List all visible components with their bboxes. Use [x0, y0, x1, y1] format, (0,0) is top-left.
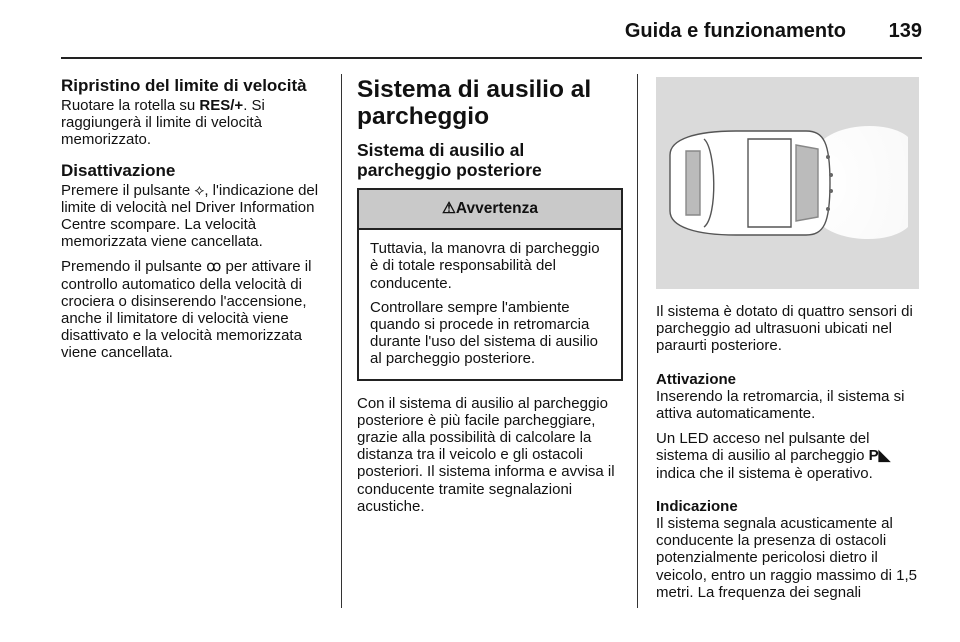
warning-triangle-icon: ⚠ — [441, 200, 456, 217]
column-divider-1 — [341, 74, 342, 608]
paragraph-reset — [61, 97, 329, 149]
text-span: indica che il sistema è operativo. — [656, 464, 873, 482]
column-2 — [357, 76, 623, 523]
res-plus-label: RES/+ — [199, 97, 244, 114]
warning-header — [359, 190, 621, 230]
text-span: Un LED acceso nel pulsante del sistema di ausilio al parcheggio — [656, 430, 870, 465]
column-1 — [61, 76, 329, 370]
heading-deactivation: Disattivazione — [61, 160, 176, 180]
heading-activation: Attivazione — [656, 370, 737, 388]
column-divider-2 — [637, 74, 638, 608]
cruise-control-icon: ꝏ — [206, 258, 222, 276]
paragraph-led — [656, 430, 922, 482]
header-title: Guida e funzionamento — [624, 20, 846, 42]
text-span: Ruotare la rotella su — [61, 97, 200, 114]
paragraph-deactivation — [61, 182, 329, 251]
text-span: Premere il pulsante — [61, 181, 195, 199]
heading-speed-limit-reset: Ripristino del limite di velocità — [61, 76, 307, 95]
text-span: per attivare il controllo automatico della velocità di crociera o disinserendo l'accensione, anche il limitatore di velocità viene disattivato e la velocità memorizzata viene cancellata. — [61, 258, 312, 362]
heading-indication: Indicazione — [656, 497, 738, 515]
subsection-title: Sistema di ausilio al parcheggio posteriore — [357, 140, 542, 180]
text-span: . Si raggiungerà il limite di velocità memorizzato. — [61, 97, 265, 149]
car-sensor-figure — [656, 77, 919, 289]
text-span: Premendo il pulsante — [61, 258, 207, 276]
paragraph-sensors: Il sistema è dotato di quattro sensori di parcheggio ad ultrasuoni ubicati nel paraurti posteriore. — [656, 303, 913, 355]
header-rule — [61, 57, 922, 59]
page-number: 139 — [888, 20, 922, 42]
warning-text-2: Controllare sempre l'ambiente quando si procede in retromarcia durante l'uso del sistema di ausilio al parcheggio posteriore. — [370, 298, 598, 368]
warning-text-1: Tuttavia, la manovra di parcheggio è di totale responsabilità del conducente. — [370, 240, 600, 292]
car-body — [670, 131, 830, 235]
paragraph-cruise — [61, 258, 329, 361]
speed-limiter-icon: ⟡ — [194, 181, 205, 199]
section-title: Sistema di ausilio al parcheggio — [357, 76, 592, 130]
text-span: , l'indicazione del limite di velocità nel Driver Information Centre scompare. La velocità memorizzata viene cancellata. — [61, 181, 319, 251]
column-3 — [656, 77, 922, 609]
warning-body — [359, 230, 621, 378]
paragraph-intro: Con il sistema di ausilio al parcheggio posteriore è più facile parcheggiare, grazie alla possibilità di calcolare la distanza tra il veicolo e gli ostacoli posteriori. Il sistema informa e avvisa il conducente tramite segnalazioni acustiche. — [357, 394, 615, 515]
park-assist-icon: P◣ — [868, 447, 891, 465]
sensor-detection-zone — [824, 126, 908, 239]
car-top-view-illustration — [656, 77, 919, 289]
paragraph-activation: Inserendo la retromarcia, il sistema si attiva automaticamente. — [656, 387, 905, 423]
warning-title: Avvertenza — [455, 200, 539, 217]
paragraph-indication: Il sistema segnala acusticamente al conducente la presenza di ostacoli potenzialmente pericolosi dietro il veicolo, entro un raggio massimo di 1,5 metri. La frequenza dei segnali — [656, 515, 917, 601]
warning-box — [357, 188, 623, 381]
